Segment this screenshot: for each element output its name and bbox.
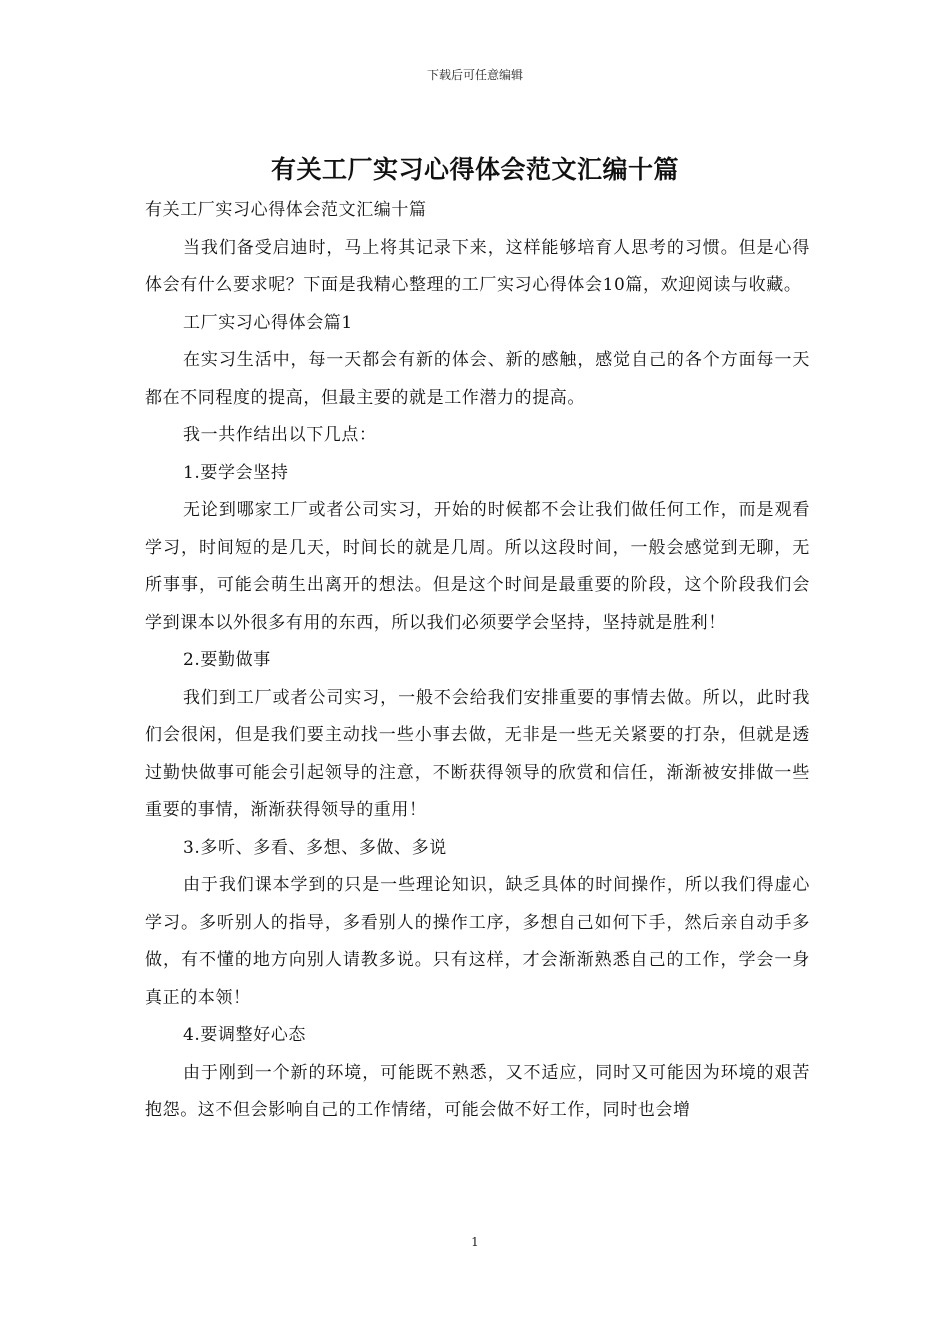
body-paragraph: 当我们备受启迪时，马上将其记录下来，这样能够培育人思考的习惯。但是心得体会有什么要求呢？下面是我精心整理的工厂实习心得体会10篇，欢迎阅读与收藏。 xyxy=(145,237,810,295)
document-title: 有关工厂实习心得体会范文汇编十篇 xyxy=(270,155,679,184)
body-paragraph-subtitle: 有关工厂实习心得体会范文汇编十篇 xyxy=(145,200,427,220)
list-heading: 1.要学会坚持 xyxy=(183,462,289,483)
list-heading: 3.多听、多看、多想、多做、多说 xyxy=(183,837,447,858)
body-paragraph: 我们到工厂或者公司实习，一般不会给我们安排重要的事情去做。所以，此时我们会很闲，但是我们要主动找一些小事去做，无非是一些无关紧要的打杂，但就是透过勤快做事可能会引起领导的注意，不断获得领导的欣赏和信任，渐渐被安排做一些重要的事情，渐渐获得领导的重用！ xyxy=(145,687,810,820)
body-paragraph: 无论到哪家工厂或者公司实习，开始的时候都不会让我们做任何工作，而是观看学习，时间短的是几天，时间长的就是几周。所以这段时间，一般会感觉到无聊，无所事事，可能会萌生出离开的想法。但是这个时间是最重要的阶段，这个阶段我们会学到课本以外很多有用的东西，所以我们必须要学会坚持，坚持就是胜利！ xyxy=(145,500,810,633)
page-number: 1 xyxy=(471,1235,479,1249)
header-note: 下载后可任意编辑 xyxy=(426,68,523,82)
body-paragraph: 由于我们课本学到的只是一些理论知识，缺乏具体的时间操作，所以我们得虚心学习。多听别人的指导，多看别人的操作工序，多想自己如何下手，然后亲自动手多做，有不懂的地方向别人请教多说。只有这样，才会渐渐熟悉自己的工作，学会一身真正的本领！ xyxy=(145,875,810,1008)
body-paragraph: 我一共作结出以下几点： xyxy=(183,425,377,445)
body-paragraph: 由于刚到一个新的环境，可能既不熟悉，又不适应，同时又可能因为环境的艰苦抱怨。这不但会影响自己的工作情绪，可能会做不好工作，同时也会增 xyxy=(145,1062,810,1120)
section-heading: 工厂实习心得体会篇1 xyxy=(183,312,353,333)
document-body xyxy=(145,192,810,1130)
list-heading: 2.要勤做事 xyxy=(183,650,271,670)
body-paragraph: 在实习生活中，每一天都会有新的体会、新的感触，感觉自己的各个方面每一天都在不同程度的提高，但最主要的就是工作潜力的提高。 xyxy=(145,350,810,408)
list-heading: 4.要调整好心态 xyxy=(183,1025,307,1045)
